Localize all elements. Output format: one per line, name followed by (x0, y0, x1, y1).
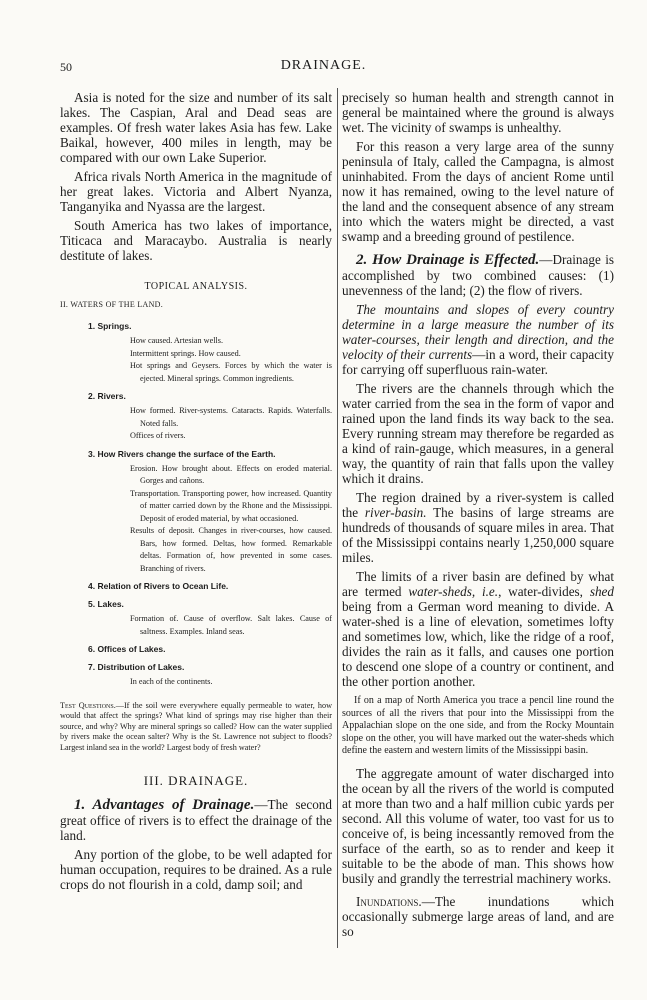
page-number: 50 (60, 60, 72, 74)
topical-item-body (130, 463, 332, 576)
mountains-slopes-tail: —in a word, their capacity for carrying off superfluous rain-water. (342, 347, 614, 377)
topical-item (60, 391, 332, 443)
topical-item (60, 321, 332, 385)
topical-item-heading: 1. Springs. (88, 321, 132, 331)
italic-mountains-slopes: The mountains and slopes of every country determine in a large measure the number of its water-courses, their length and direction, and the velocity of their currents (342, 302, 614, 362)
topical-line: Results of deposit. Changes in river-courses, how caused. Bars, how formed. Deltas, how formed. Remarkable deltas. Formation of, how prevented in some cases. Branching of rivers. (130, 526, 332, 573)
column-divider (337, 88, 338, 948)
paragraph-inundations (342, 894, 614, 939)
small-print-note: If on a map of North America you trace a pencil line round the sources of all the rivers that pour into the Mississippi from the Appalachian slope on the one side, and from the Rocky Mountain slope on the other, you will have marked out the water-sheds which define the eastern and western limits of the Mississippi basin. (342, 695, 614, 756)
paragraph-south-america-lakes: South America has two lakes of importance, Titicaca and Maracaybo. Australia is nearly destitute of lakes. (60, 218, 332, 263)
running-head: DRAINAGE. (280, 58, 367, 73)
text-span: The limits of a river basin are defined by what are termed (342, 569, 614, 599)
topical-line: How formed. River-systems. Cataracts. Rapids. Waterfalls. Noted falls. (130, 406, 332, 428)
topical-line: Erosion. How brought about. Effects on eroded material. Gorges and cañons. (130, 463, 332, 485)
paragraph-asia-lakes: Asia is noted for the size and number of its salt lakes. The Caspian, Aral and Dead seas are examples. Of fresh water lakes Asia has few. Lake Baikal, however, 400 miles in length, may be compared with our own Lake Superior. (60, 90, 332, 165)
paragraph-africa-lakes: Africa rivals North America in the magnitude of her great lakes. Victoria and Albert Nyanza, Tanganyika and Nyassa are the largest. (60, 169, 332, 214)
italic-term: river-basin. (364, 505, 427, 520)
topical-item (60, 581, 332, 591)
paragraph-human-occupation: Any portion of the globe, to be well adapted for human occupation, requires to be drained. As a rule crops do not flourish in a cold, damp soil; and (60, 847, 332, 892)
italic-term: water-sheds, i.e. (408, 584, 499, 599)
topical-line: Formation of. Cause of overflow. Salt lakes. Cause of saltness. Examples. Inland seas. (130, 614, 332, 636)
test-questions-lead: Test Questions. (60, 700, 116, 710)
topical-item-body (130, 335, 332, 385)
advantages-text: —The second great office of rivers is to effect the drainage of the land. (60, 797, 332, 843)
text-span: being from a German word meaning to divide. A water-shed is a line of elevation, sometimes lofty and sometimes low, which, like the ridge of a roof, divides the rain as it falls, and causes one portion to descend one slope of a country or continent, and the other portion another. (342, 599, 614, 689)
topical-item-heading: 2. Rivers. (88, 391, 126, 401)
test-questions-text: —If the soil were everywhere equally permeable to water, how would that affect the springs? What kind of springs may rise higher than their source, and why? Why are mineral springs so called? How can the water supplied by rivers make the ocean salter? Why is the St. Lawrence not subject to floods? Largest inland sea in the world? Largest body of fresh water? (60, 700, 333, 752)
topical-analysis-subtitle: II. WATERS OF THE LAND. (60, 300, 164, 309)
italic-term: shed (589, 584, 614, 599)
topical-item (60, 599, 332, 638)
test-questions (60, 701, 332, 754)
topical-item (60, 449, 332, 576)
subsection-heading-effected: 2. How Drainage is Effected. (356, 252, 540, 268)
topical-item-body (130, 613, 332, 638)
left-column (60, 90, 332, 896)
text-span: The region drained by a river-system is called the (342, 490, 614, 520)
text-span: , water-divides, (498, 584, 590, 599)
section-title: III. DRAINAGE. (143, 773, 249, 788)
paragraph-drainage-effected (342, 252, 614, 298)
paragraph-human-health: precisely so human health and strength cannot in general be maintained where the ground is always wet. The vicinity of swamps is unhealthy. (342, 90, 614, 135)
text-span: The basins of large streams are hundreds of thousands of square miles in area. That of the Mississippi contains nearly 1,250,000 square miles. (342, 505, 614, 565)
topical-line: Hot springs and Geysers. Forces by which the water is ejected. Mineral springs. Common ingredients. (130, 361, 332, 383)
topical-item-heading: 4. Relation of Rivers to Ocean Life. (88, 581, 229, 591)
topical-item (60, 644, 332, 654)
subsection-heading-advantages: 1. Advantages of Drainage. (74, 797, 255, 813)
topical-item-heading: 6. Offices of Lakes. (88, 644, 166, 654)
paragraph-water-sheds (342, 569, 614, 689)
topical-item (60, 662, 332, 689)
topical-item-heading: 3. How Rivers change the surface of the Earth. (88, 448, 276, 459)
paragraph-aggregate-water: The aggregate amount of water discharged into the ocean by all the rivers of the world is computed at more than two and a half million cubic yards per second. All this volume of water, too vast for us to conceive of, is being incessantly removed from the surface of the earth, so as to render and keep it suitable to be the abode of man. This shows how busily and grandly the terrestrial machinery works. (342, 765, 614, 886)
effected-text: —Drainage is accomplished by two combined causes: (1) unevenness of the land; (2) the flow of rivers. (342, 252, 614, 298)
right-column (342, 90, 614, 943)
paragraph-mountains-slopes (342, 302, 614, 377)
topical-line: Transportation. Transporting power, how increased. Quantity of matter carried down by the Rhone and the Mississippi. Deposit of eroded material, by what occasioned. (130, 488, 332, 523)
paragraph-campagna: For this reason a very large area of the sunny peninsula of Italy, called the Campagna, is almost uninhabited. From the days of ancient Rome until now it has remained, owing to the level nature of the land and the consequent absence of any stream into which the waters might be directed, a vast swamp and a breeding ground of pestilence. (342, 139, 614, 244)
paragraph-rivers-channels: The rivers are the channels through which the water carried from the sea in the form of vapor and rained upon the land finds its way back to the sea. Every running stream may therefore be regarded as a kind of rain-gauge, which measures, in a general way, the quantity of rain that falls upon the valley which it drains. (342, 381, 614, 486)
topical-item-body (130, 405, 332, 443)
inundations-lead: Inundations. (356, 893, 422, 909)
topical-item-heading: 5. Lakes. (88, 599, 124, 609)
paragraph-river-basin (342, 490, 614, 565)
topical-line: In each of the continents. (130, 677, 213, 686)
topical-analysis-title: TOPICAL ANALYSIS. (144, 281, 248, 292)
topical-item-body (130, 676, 332, 689)
inundations-text: —The inundations which occasionally submerge large areas of land, and are so (342, 893, 614, 939)
topical-item-heading: 7. Distribution of Lakes. (88, 662, 185, 672)
topical-line: How caused. Artesian wells. (130, 336, 223, 345)
topical-line: Offices of rivers. (130, 431, 186, 440)
topical-line: Intermittent springs. How caused. (130, 348, 241, 358)
paragraph-advantages (60, 797, 332, 843)
